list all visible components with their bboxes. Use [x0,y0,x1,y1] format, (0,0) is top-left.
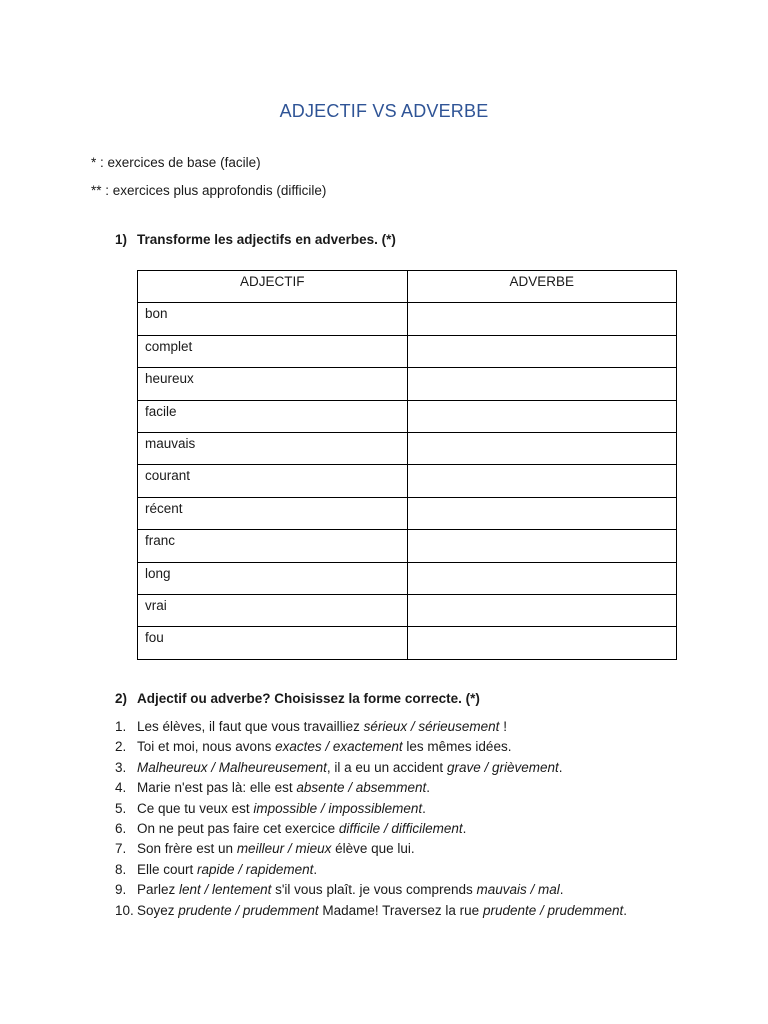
choice-option: prudente / prudemment [482,902,624,918]
choice-option: Malheureux / Malheureusement [137,759,327,775]
adverb-answer-cell[interactable] [407,627,677,659]
legend-advanced: ** : exercices plus approfondis (difficile) [91,183,327,198]
sentence-text: On ne peut pas faire cet exercice [137,820,339,836]
sentence-text: les mêmes idées. [402,739,512,755]
table-row [138,530,677,562]
table-row [138,497,677,529]
section1-number: 1) [115,232,128,247]
sentence-text: Elle court [137,861,198,877]
adverb-answer-cell[interactable] [407,400,677,432]
list-item [115,819,627,839]
table-row [138,594,677,626]
sentence-text: Parlez [137,882,180,898]
table-row [138,335,677,367]
table-row [138,465,677,497]
section2-heading-text: Adjectif ou adverbe? Choisissez la forme correcte. (*) [137,691,480,706]
sentence-text: Ce que tu veux est [137,800,254,816]
adjective-table [137,270,677,660]
adverb-answer-cell[interactable] [407,335,677,367]
list-item [115,839,627,859]
sentence-text: , il a eu un accident [326,759,447,775]
adjective-cell: bon [138,303,408,335]
choice-option: impossible / impossiblement [253,800,423,816]
sentence-text: . [559,882,564,898]
sentence-text: élève que lui. [331,841,415,857]
sentence-text: . [426,780,430,796]
sentence-text: Son frère est un [137,841,237,857]
adverb-answer-cell[interactable] [407,368,677,400]
adverb-answer-cell[interactable] [407,594,677,626]
item-number: 5. [115,800,127,816]
section2-number: 2) [115,691,128,706]
adjective-cell: franc [138,530,408,562]
sentence-text: Soyez [137,902,179,918]
adjective-cell: mauvais [138,432,408,464]
adjective-cell: facile [138,400,408,432]
list-item [115,737,627,757]
list-item [115,799,627,819]
choice-option: lent / lentement [179,882,272,898]
adverb-answer-cell[interactable] [407,530,677,562]
table-row [138,400,677,432]
adverb-answer-cell[interactable] [407,432,677,464]
item-number: 9. [115,882,127,898]
choice-option: absente / absemment [296,780,427,796]
table-row [138,432,677,464]
choice-option: difficile / difficilement [338,820,463,836]
adverb-answer-cell[interactable] [407,465,677,497]
legend-basic: * : exercices de base (facile) [91,155,261,170]
table-row [138,303,677,335]
list-item [115,717,627,737]
sentence-text: . [313,861,318,877]
adjective-cell: courant [138,465,408,497]
choice-option: sérieux / sérieusement [363,719,500,734]
table-header-row [138,271,677,303]
adjective-cell: heureux [138,368,408,400]
sentence-text: . [422,800,426,816]
choice-option: meilleur / mieux [236,841,332,857]
item-number: 2. [115,739,127,755]
choice-option: rapide / rapidement [197,861,314,877]
choice-option: exactes / exactement [275,739,403,755]
item-number: 7. [115,841,127,857]
table-row [138,562,677,594]
list-item [115,860,627,880]
list-item [115,758,627,778]
exercise-list [115,717,627,921]
section2-heading [115,691,480,706]
adjective-cell: fou [138,627,408,659]
adverb-answer-cell[interactable] [407,562,677,594]
adverb-answer-cell[interactable] [407,303,677,335]
section1-heading-text: Transforme les adjectifs en adverbes. (*) [137,232,396,247]
item-number: 6. [115,820,127,836]
sentence-text: . [462,820,467,836]
item-number: 10. [115,902,134,918]
adjective-cell: vrai [138,594,408,626]
sentence-text: Marie n'est pas là: elle est [137,780,297,796]
adverb-answer-cell[interactable] [407,497,677,529]
table-row [138,368,677,400]
column-header-adjectif: ADJECTIF [138,271,408,303]
adjective-cell: récent [138,497,408,529]
list-item [115,778,627,798]
sentence-text: Madame! Traversez la rue [318,902,483,918]
item-number: 8. [115,861,127,877]
item-number: 4. [115,780,127,796]
table-body [138,303,677,659]
sentence-text: . [558,759,563,775]
sentence-text: . [623,902,628,918]
table-row [138,627,677,659]
sentence-text: Les élèves, il faut que vous travailliez [137,719,364,734]
list-item [115,880,627,900]
list-item [115,901,627,921]
sentence-text: s'il vous plaît. je vous comprends [271,882,477,898]
item-number: 1. [115,719,127,734]
section1-heading [115,232,396,247]
adjective-cell: complet [138,335,408,367]
choice-option: mauvais / mal [476,882,560,898]
choice-option: prudente / prudemment [178,902,319,918]
item-number: 3. [115,759,127,775]
sentence-text: Toi et moi, nous avons [137,739,276,755]
column-header-adverbe: ADVERBE [407,271,677,303]
choice-option: grave / grièvement [446,759,559,775]
page-title: ADJECTIF VS ADVERBE [279,101,489,121]
adjective-cell: long [138,562,408,594]
sentence-text: ! [499,719,507,734]
